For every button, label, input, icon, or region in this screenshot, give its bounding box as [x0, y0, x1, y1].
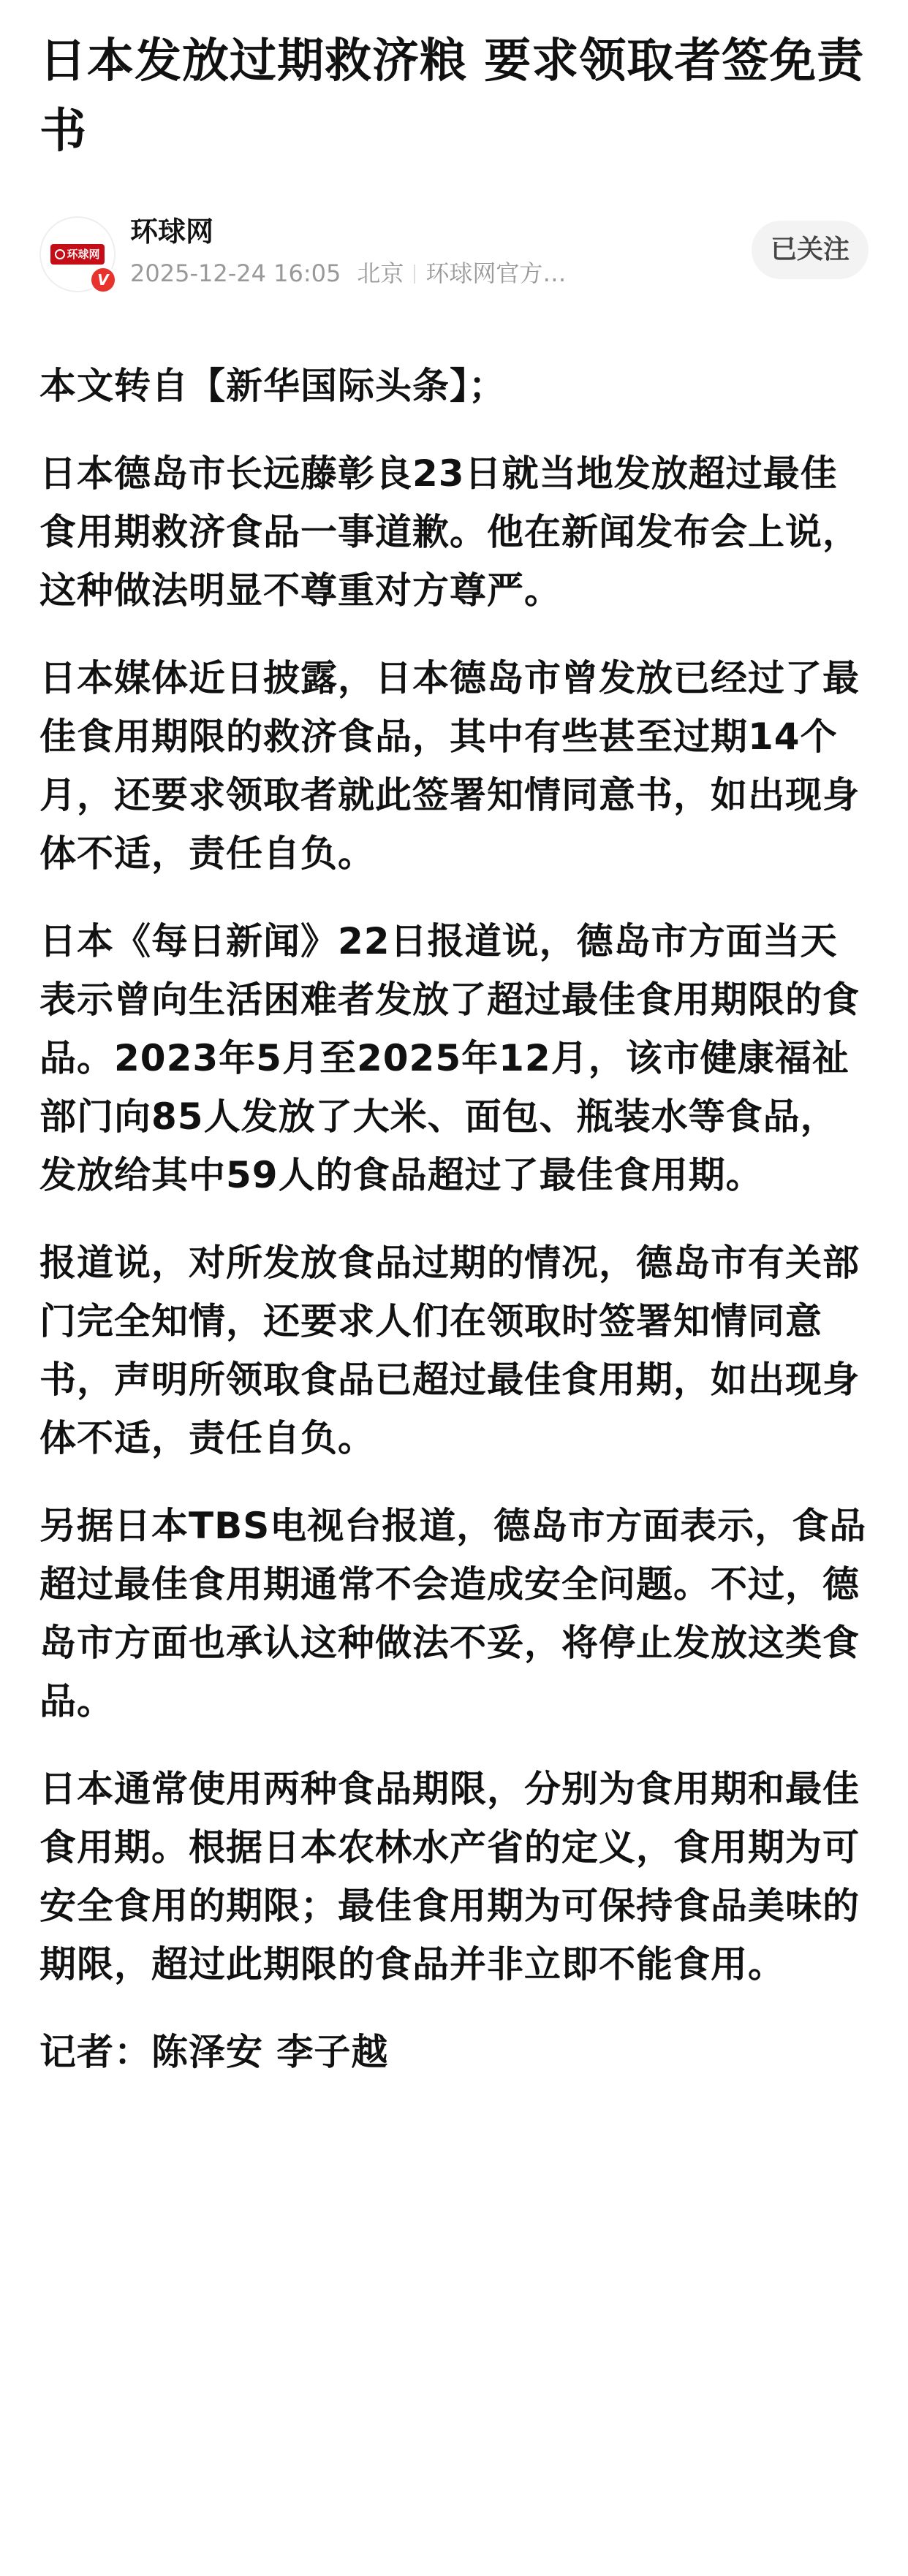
article-paragraph: 日本《每日新闻》22日报道说，德岛市方面当天表示曾向生活困难者发放了超过最佳食用期限的食品。2023年5月至2025年12月，该市健康福祉部门向85人发放了大米、面包、瓶装水等食品，发放给其中59人的食品超过了最佳食用期。	[39, 920, 860, 1196]
article-paragraph: 另据日本TBS电视台报道，德岛市方面表示，食品超过最佳食用期通常不会造成安全问题。不过，德岛市方面也承认这种做法不妥，将停止发放这类食品。	[39, 1505, 867, 1722]
meta-divider	[414, 265, 415, 284]
article-title: 日本发放过期救济粮 要求领取者签免责书	[39, 34, 865, 159]
publish-location: 北京	[357, 259, 404, 287]
avatar-logo-text: 环球网	[67, 248, 100, 261]
globe-ring-icon	[55, 249, 65, 259]
author-bar	[39, 209, 869, 297]
author-name[interactable]: 环球网	[130, 216, 214, 248]
article-body	[39, 357, 869, 2081]
article-paragraph-source: 本文转自【新华国际头条】；	[39, 365, 506, 407]
author-meta	[130, 257, 566, 289]
reporter-byline: 记者：陈泽安 李子越	[39, 2031, 389, 2073]
article-paragraph: 报道说，对所发放食品过期的情况，德岛市有关部门完全知情，还要求人们在领取时签署知情同意书，声明所领取食品已超过最佳食用期，如出现身体不适，责任自负。	[39, 1242, 860, 1459]
publish-datetime: 2025-12-24 16:05	[130, 259, 341, 287]
account-description: 环球网官方…	[425, 259, 567, 287]
follow-button[interactable]: 已关注	[752, 221, 869, 279]
article-paragraph: 日本媒体近日披露，日本德岛市曾发放已经过了最佳食用期限的救济食品，其中有些甚至过期14个月，还要求领取者就此签署知情同意书，如出现身体不适，责任自负。	[39, 657, 860, 875]
article-paragraph: 日本通常使用两种食品期限，分别为食用期和最佳食用期。根据日本农林水产省的定义，食用期为可安全食用的期限；最佳食用期为可保持食品美味的期限，超过此期限的食品并非立即不能食用。	[39, 1768, 860, 1986]
huanqiu-logo-icon	[50, 244, 104, 265]
verified-vip-icon: V	[89, 266, 117, 294]
article-paragraph: 日本德岛市长远藤彰良23日就当地发放超过最佳食用期救济食品一事道歉。他在新闻发布会上说，这种做法明显不尊重对方尊严。	[39, 452, 860, 612]
